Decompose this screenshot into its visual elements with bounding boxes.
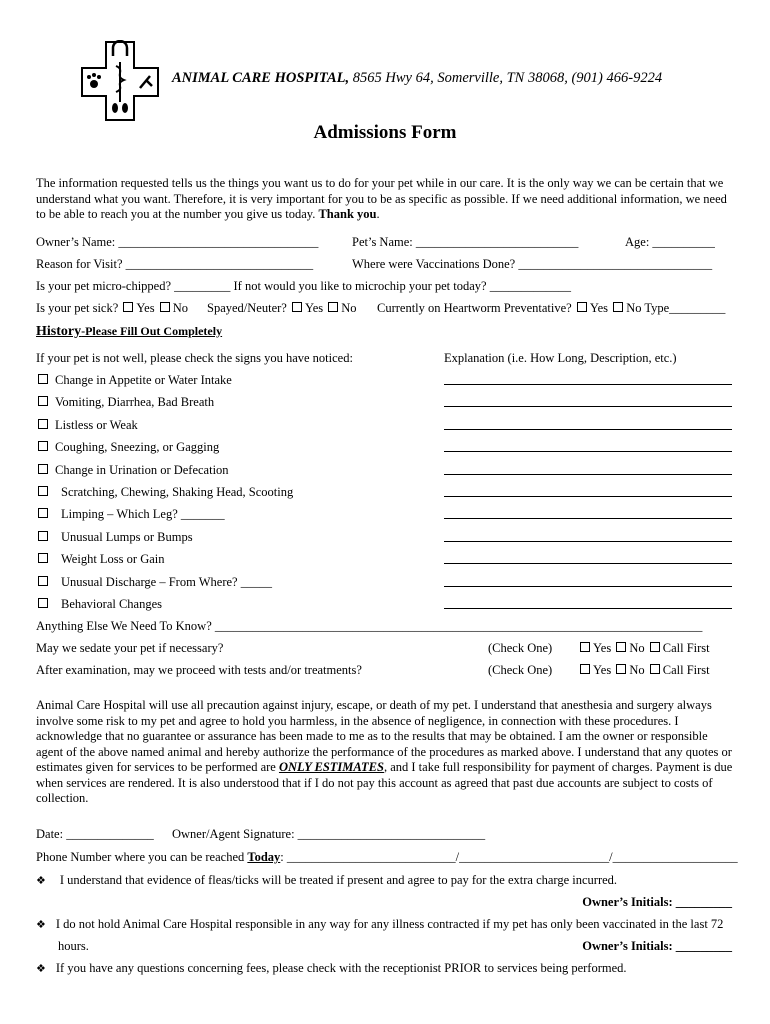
sign-item (36, 597, 162, 612)
call-first-label: Call First (662, 663, 710, 677)
explanation-label: Explanation (i.e. How Long, Description, etc.) (444, 351, 677, 365)
thank-you: Thank you (318, 207, 377, 221)
anything-else-field[interactable]: Anything Else We Need To Know? ______________________________________________________________________________ (36, 619, 703, 633)
sign-checkbox[interactable] (38, 464, 48, 474)
explanation-line[interactable] (444, 451, 732, 452)
sign-label: Scratching, Chewing, Shaking Head, Scooting (61, 485, 294, 499)
no-label: No (629, 663, 645, 677)
consent-paragraph (36, 698, 736, 807)
explanation-line[interactable] (444, 384, 732, 385)
only-estimates: ONLY ESTIMATES (278, 760, 384, 774)
today-label: Today (247, 850, 281, 864)
explanation-line[interactable] (444, 586, 732, 587)
sign-checkbox[interactable] (38, 508, 48, 518)
heartworm-label: Currently on Heartworm Preventative? (377, 301, 572, 315)
proceed-yes-checkbox[interactable] (580, 664, 590, 674)
history-heading-sub: -Please Fill Out Completely (81, 324, 223, 338)
sign-checkbox[interactable] (38, 419, 48, 429)
explanation-line[interactable] (444, 563, 732, 564)
sign-item (36, 485, 293, 500)
fleas-note (36, 873, 617, 888)
history-heading (36, 324, 222, 340)
sign-label: Unusual Discharge – From Where? _____ (61, 574, 272, 589)
sick-yes-checkbox[interactable] (123, 302, 133, 312)
heartworm-row (377, 301, 725, 316)
vaccinations-field[interactable]: Where were Vaccinations Done? _______________________________ (352, 257, 713, 271)
sedate-no-checkbox[interactable] (616, 642, 626, 652)
proceed-call-first-checkbox[interactable] (650, 664, 660, 674)
no-label: No (629, 641, 645, 655)
sign-label: Limping – Which Leg? _______ (61, 507, 225, 522)
bullet-icon: ❖ (36, 875, 46, 887)
sign-item (36, 530, 193, 545)
sign-checkbox[interactable] (38, 531, 48, 541)
heartworm-no-checkbox[interactable] (613, 302, 623, 312)
no-label: No (172, 301, 189, 315)
sign-item (36, 418, 138, 433)
spayed-row (207, 301, 357, 316)
sick-no-checkbox[interactable] (160, 302, 170, 312)
yes-label: Yes (593, 663, 612, 677)
phone-field[interactable] (36, 850, 738, 865)
no-label: No (341, 301, 357, 315)
spayed-label: Spayed/Neuter? (207, 301, 287, 315)
sign-item (36, 395, 214, 410)
heartworm-type-field[interactable]: Type_________ (644, 301, 726, 315)
explanation-line[interactable] (444, 518, 732, 519)
sedate-question: May we sedate your pet if necessary? (36, 641, 224, 655)
form-title: Admissions Form (313, 122, 457, 143)
intro-paragraph: The information requested tells us the things you want us to do for your pet while in our care. It is the only way we can be certain that we understand what you want. Therefore, it is very important for you to be as specific as possible. If we need additional information, we need to be able to reach you at the number you give us today. Thank you. (36, 176, 727, 221)
explanation-line[interactable] (444, 608, 732, 609)
sign-label: Coughing, Sneezing, or Gagging (55, 440, 220, 455)
hospital-name: ANIMAL CARE HOSPITAL, (172, 70, 350, 86)
fees-note (36, 961, 627, 976)
yes-label: Yes (136, 301, 155, 315)
hospital-header (172, 70, 662, 87)
sign-label: Vomiting, Diarrhea, Bad Breath (55, 395, 215, 410)
sign-label: Weight Loss or Gain (61, 552, 165, 567)
explanation-line[interactable] (444, 541, 732, 542)
bullet-icon: ❖ (36, 963, 46, 975)
hours-text: hours. (58, 939, 89, 953)
sign-item (36, 575, 272, 590)
illness-note (36, 917, 723, 932)
bullet-icon: ❖ (36, 919, 46, 931)
reason-field[interactable]: Reason for Visit? ______________________________ (36, 257, 314, 271)
phone-blanks: : ___________________________/________________________/____________________ (280, 850, 738, 864)
pet-name-field[interactable]: Pet’s Name: __________________________ (352, 235, 579, 249)
phone-label: Phone Number where you can be reached (36, 850, 248, 864)
intro-text: The information requested tells us the things you want us to do for your pet while in our care. It is the only way we can be certain that we understand what you want. Therefore, it is very important for you to be as specific as possible. If we need additional information, we need to be able to reach you at the number you give us today. (36, 176, 727, 221)
owner-name-field[interactable]: Owner’s Name: ________________________________ (36, 235, 319, 249)
signs-prompt: If your pet is not well, please check the signs you have noticed: (36, 351, 353, 365)
call-first-label: Call First (662, 641, 710, 655)
initials-field-2[interactable]: Owner’s Initials: _________ (582, 939, 732, 953)
proceed-no-checkbox[interactable] (616, 664, 626, 674)
sign-checkbox[interactable] (38, 576, 48, 586)
heartworm-yes-checkbox[interactable] (577, 302, 587, 312)
explanation-line[interactable] (444, 474, 732, 475)
illness-text: I do not hold Animal Care Hospital responsible in any way for any illness contracted if my pet has only been vaccinated in the last 72 (55, 917, 724, 931)
hospital-address: 8565 Hwy 64, Somerville, TN 38068, (901) 466-9224 (349, 70, 663, 86)
sedate-call-first-checkbox[interactable] (650, 642, 660, 652)
sick-row (36, 301, 188, 316)
proceed-question: After examination, may we proceed with tests and/or treatments? (36, 663, 362, 677)
explanation-line[interactable] (444, 406, 732, 407)
sign-label: Change in Urination or Defecation (55, 462, 229, 477)
no-label: No (626, 301, 642, 315)
consent-text-1: Animal Care Hospital will use all precaution against injury, escape, or death of my pet. I understand that anesthesia and surgery always involve some risk to my pet and agree to hold you harmless, in the absence of negligence, in connection with these procedures. I acknowledge that no guarantee or assurance has been made to me as to the results that may be obtained. I am the owner or responsible agent of the above named animal and hereby authorize the performance of the procedures as marked above. I understand that any quotes or estimates given for services to be performed are (36, 698, 732, 774)
history-heading-main: History (36, 324, 82, 339)
yes-label: Yes (593, 641, 612, 655)
yes-label: Yes (589, 301, 609, 315)
sedate-options (578, 641, 710, 656)
sign-item (36, 440, 219, 455)
yes-label: Yes (304, 301, 324, 315)
sedate-check-one: (Check One) (488, 641, 553, 655)
sign-checkbox[interactable] (38, 441, 48, 451)
sign-checkbox[interactable] (38, 598, 48, 608)
sign-checkbox[interactable] (38, 374, 48, 384)
proceed-check-one: (Check One) (488, 663, 553, 677)
sedate-yes-checkbox[interactable] (580, 642, 590, 652)
sign-checkbox[interactable] (38, 486, 48, 496)
sign-checkbox[interactable] (38, 396, 48, 406)
sign-label: Behavioral Changes (61, 597, 163, 611)
age-field[interactable]: Age: __________ (625, 235, 715, 249)
spayed-no-checkbox[interactable] (328, 302, 338, 312)
date-field[interactable]: Date: ______________ (36, 827, 154, 841)
sign-label: Unusual Lumps or Bumps (61, 529, 193, 544)
hospital-logo (80, 40, 160, 122)
spayed-yes-checkbox[interactable] (292, 302, 302, 312)
explanation-line[interactable] (444, 429, 732, 430)
sign-label: Change in Appetite or Water Intake (55, 373, 232, 387)
microchip-field[interactable]: Is your pet micro-chipped? _________ If not would you like to microchip your pet today? _____________ (36, 279, 571, 293)
fleas-text: I understand that evidence of fleas/ticks will be treated if present and agree to pay for the extra charge incurred. (59, 873, 618, 887)
sick-label: Is your pet sick? (36, 301, 119, 315)
sign-item (36, 463, 229, 478)
sign-item (36, 507, 225, 522)
explanation-line[interactable] (444, 496, 732, 497)
sign-item (36, 552, 165, 567)
sign-checkbox[interactable] (38, 553, 48, 563)
fees-text: If you have any questions concerning fees, please check with the receptionist PRIOR to services being performed. (55, 961, 627, 975)
owner-signature-field[interactable]: Owner/Agent Signature: ______________________________ (172, 827, 486, 841)
sign-item (36, 373, 232, 388)
initials-field-1[interactable]: Owner’s Initials: _________ (582, 895, 732, 909)
consent-text-2: , and I take full responsibility for payment of charges. Payment is due when services are rendered. It is also understood that if I do not pay this account as agreed that past due accounts are subject to costs of collection. (36, 760, 733, 805)
proceed-options (578, 663, 710, 678)
sign-label: Listless or Weak (55, 417, 138, 432)
